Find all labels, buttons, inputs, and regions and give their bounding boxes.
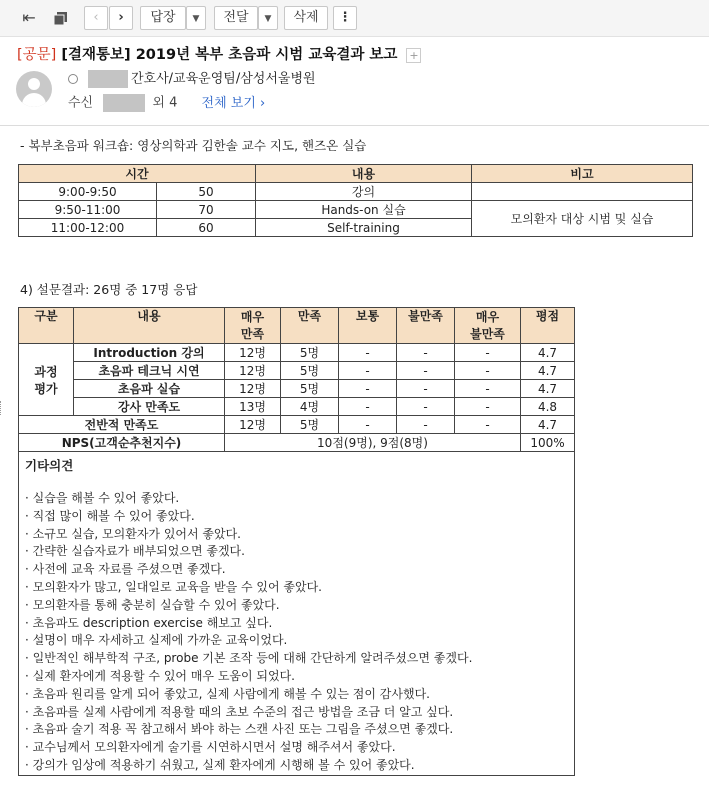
table-row bbox=[19, 362, 575, 380]
list-item: · 교수님께서 모의환자에게 술기를 시연하시면서 설명 해주셔서 좋았다. bbox=[25, 739, 574, 757]
forward-button[interactable]: 전달 bbox=[214, 6, 258, 30]
comments-cell bbox=[19, 452, 575, 776]
header-score: 평점 bbox=[521, 308, 575, 344]
comments-title: 기타의견 bbox=[25, 458, 74, 473]
add-icon[interactable]: + bbox=[406, 48, 421, 63]
cell-very-satisfied: 12명 bbox=[225, 344, 281, 362]
table-row bbox=[19, 201, 693, 219]
schedule-minutes: 70 bbox=[157, 201, 256, 219]
list-item: · 사전에 교육 자료를 주셨으면 좋겠다. bbox=[25, 561, 574, 579]
reply-button[interactable]: 답장 bbox=[140, 6, 186, 30]
list-item: · 초음파도 description exercise 해보고 싶다. bbox=[25, 615, 574, 633]
nps-label: NPS(고객순추천지수) bbox=[19, 434, 225, 452]
back-to-list-icon[interactable]: ⇤ bbox=[22, 8, 36, 27]
cell-neutral: - bbox=[339, 416, 397, 434]
reply-dropdown-button[interactable] bbox=[186, 6, 206, 30]
subject-tag: [공문] bbox=[17, 47, 57, 63]
cell-very-dissatisfied: - bbox=[455, 344, 521, 362]
cell-dissatisfied: - bbox=[397, 380, 455, 398]
delete-button[interactable]: 삭제 bbox=[284, 6, 328, 30]
list-item: · 초음파 원리를 알게 되어 좋았고, 실제 사람에게 해볼 수 있는 점이 감사했다. bbox=[25, 686, 574, 704]
schedule-time: 9:50-11:00 bbox=[19, 201, 157, 219]
cell-score: 4.7 bbox=[521, 362, 575, 380]
cell-score: 4.8 bbox=[521, 398, 575, 416]
resize-handle[interactable] bbox=[0, 401, 3, 415]
table-row bbox=[19, 434, 575, 452]
view-all-recipients-link[interactable]: 전체 보기 › bbox=[201, 95, 266, 111]
forward-dropdown-button[interactable] bbox=[258, 6, 278, 30]
mail-subject bbox=[17, 43, 421, 64]
table-row bbox=[19, 416, 575, 434]
list-item: · 실제 환자에게 적용할 수 있어 매우 도움이 되었다. bbox=[25, 668, 574, 686]
cell-very-satisfied: 12명 bbox=[225, 362, 281, 380]
cell-dissatisfied: - bbox=[397, 362, 455, 380]
subject-text: [결재통보] 2019년 복부 초음파 시범 교육결과 보고 bbox=[61, 47, 398, 63]
cell-satisfied: 5명 bbox=[281, 362, 339, 380]
cell-neutral: - bbox=[339, 362, 397, 380]
table-row bbox=[19, 183, 693, 201]
group-label: 과정 평가 bbox=[19, 344, 74, 416]
status-circle-icon bbox=[68, 74, 78, 84]
list-item: · 설명이 매우 자세하고 실제에 가까운 교육이었다. bbox=[25, 632, 574, 650]
mail-toolbar bbox=[0, 0, 709, 37]
schedule-header-time: 시간 bbox=[19, 165, 256, 183]
row-content: 강사 만족도 bbox=[74, 398, 225, 416]
header-satisfied: 만족 bbox=[281, 308, 339, 344]
survey-header-row bbox=[19, 308, 575, 344]
schedule-content: Hands-on 실습 bbox=[256, 201, 472, 219]
list-item: · 소규모 실습, 모의환자가 있어서 좋았다. bbox=[25, 526, 574, 544]
schedule-header-content: 내용 bbox=[256, 165, 472, 183]
cell-score: 4.7 bbox=[521, 380, 575, 398]
chevron-down-icon: ▼ bbox=[264, 14, 272, 24]
cell-satisfied: 5명 bbox=[281, 380, 339, 398]
chevron-down-icon: ▼ bbox=[192, 14, 200, 24]
header-divider bbox=[0, 125, 709, 126]
cell-dissatisfied: - bbox=[397, 416, 455, 434]
list-item: · 강의가 임상에 적용하기 쉬웠고, 실제 환자에게 시행해 볼 수 있어 좋았다. bbox=[25, 757, 574, 775]
row-content: 초음파 테크닉 시연 bbox=[74, 362, 225, 380]
more-options-button[interactable]: ⋮ bbox=[333, 6, 357, 30]
cell-very-satisfied: 13명 bbox=[225, 398, 281, 416]
cell-very-satisfied: 12명 bbox=[225, 380, 281, 398]
schedule-time: 9:00-9:50 bbox=[19, 183, 157, 201]
comments-list bbox=[19, 490, 574, 775]
schedule-content: Self-training bbox=[256, 219, 472, 237]
schedule-header-row bbox=[19, 165, 693, 183]
schedule-content: 강의 bbox=[256, 183, 472, 201]
header-very-dissatisfied: 매우 불만족 bbox=[455, 308, 521, 344]
schedule-minutes: 60 bbox=[157, 219, 256, 237]
list-item: · 모의환자를 통해 충분히 실습할 수 있어 좋았다. bbox=[25, 597, 574, 615]
list-item: · 초음파 술기 적용 꼭 참고해서 봐야 하는 스캔 사진 또는 그림을 주셨으면 좋겠다. bbox=[25, 721, 574, 739]
cell-satisfied: 5명 bbox=[281, 344, 339, 362]
cell-satisfied: 4명 bbox=[281, 398, 339, 416]
list-item: · 간략한 실습자료가 배부되었으면 좋겠다. bbox=[25, 543, 574, 561]
cell-dissatisfied: - bbox=[397, 344, 455, 362]
schedule-time: 11:00-12:00 bbox=[19, 219, 157, 237]
table-row bbox=[19, 398, 575, 416]
survey-table bbox=[18, 307, 575, 776]
schedule-table bbox=[18, 164, 693, 237]
list-item: · 실습을 해볼 수 있어 좋았다. bbox=[25, 490, 574, 508]
header-neutral: 보통 bbox=[339, 308, 397, 344]
schedule-header-note: 비고 bbox=[472, 165, 693, 183]
survey-summary: 4) 설문결과: 26명 중 17명 응답 bbox=[20, 282, 198, 297]
table-row bbox=[19, 344, 575, 362]
list-item: · 일반적인 해부학적 구조, probe 기본 조작 등에 대해 간단하게 알려주셨으면 좋겠다. bbox=[25, 650, 574, 668]
header-category: 구분 bbox=[19, 308, 74, 344]
prev-mail-button[interactable]: ‹ bbox=[84, 6, 108, 30]
cell-very-dissatisfied: - bbox=[455, 362, 521, 380]
list-item: · 초음파를 실제 사람에게 적용할 때의 초보 수준의 접근 방법을 조금 더 알고 싶다. bbox=[25, 704, 574, 722]
redacted-sender-name bbox=[88, 70, 128, 88]
sender-role: 간호사/교육운영팀/삼성서울병원 bbox=[131, 71, 316, 87]
cell-neutral: - bbox=[339, 398, 397, 416]
cell-very-dissatisfied: - bbox=[455, 398, 521, 416]
list-item: · 모의환자가 많고, 일대일로 교육을 받을 수 있어 좋았다. bbox=[25, 579, 574, 597]
header-dissatisfied: 불만족 bbox=[397, 308, 455, 344]
nps-detail: 10점(9명), 9점(8명) bbox=[225, 434, 521, 452]
cell-neutral: - bbox=[339, 380, 397, 398]
redacted-recipient-name bbox=[103, 94, 145, 112]
cell-score: 4.7 bbox=[521, 344, 575, 362]
row-content: 초음파 실습 bbox=[74, 380, 225, 398]
comments-row bbox=[19, 452, 575, 776]
workshop-description: - 복부초음파 워크숍: 영상의학과 김한솔 교수 지도, 핸즈온 실습 bbox=[20, 138, 367, 153]
schedule-minutes: 50 bbox=[157, 183, 256, 201]
header-content: 내용 bbox=[74, 308, 225, 344]
cell-neutral: - bbox=[339, 344, 397, 362]
cell-score: 4.7 bbox=[521, 416, 575, 434]
schedule-note bbox=[472, 183, 693, 201]
sender-row bbox=[68, 70, 316, 88]
list-item: · 직접 많이 해볼 수 있어 좋았다. bbox=[25, 508, 574, 526]
row-content: Introduction 강의 bbox=[74, 344, 225, 362]
avatar bbox=[16, 71, 52, 107]
cell-very-dissatisfied: - bbox=[455, 380, 521, 398]
schedule-note: 모의환자 대상 시범 및 실습 bbox=[472, 201, 693, 237]
cell-very-satisfied: 12명 bbox=[225, 416, 281, 434]
copy-icon[interactable] bbox=[50, 6, 72, 30]
overall-label: 전반적 만족도 bbox=[19, 416, 225, 434]
table-row bbox=[19, 380, 575, 398]
cell-dissatisfied: - bbox=[397, 398, 455, 416]
next-mail-button[interactable]: › bbox=[109, 6, 133, 30]
nps-value: 100% bbox=[521, 434, 575, 452]
recipient-label: 수신 bbox=[68, 95, 94, 111]
cell-satisfied: 5명 bbox=[281, 416, 339, 434]
recipient-row bbox=[68, 94, 265, 112]
header-very-satisfied: 매우 만족 bbox=[225, 308, 281, 344]
recipient-extra-count: 외 4 bbox=[152, 95, 178, 111]
cell-very-dissatisfied: - bbox=[455, 416, 521, 434]
